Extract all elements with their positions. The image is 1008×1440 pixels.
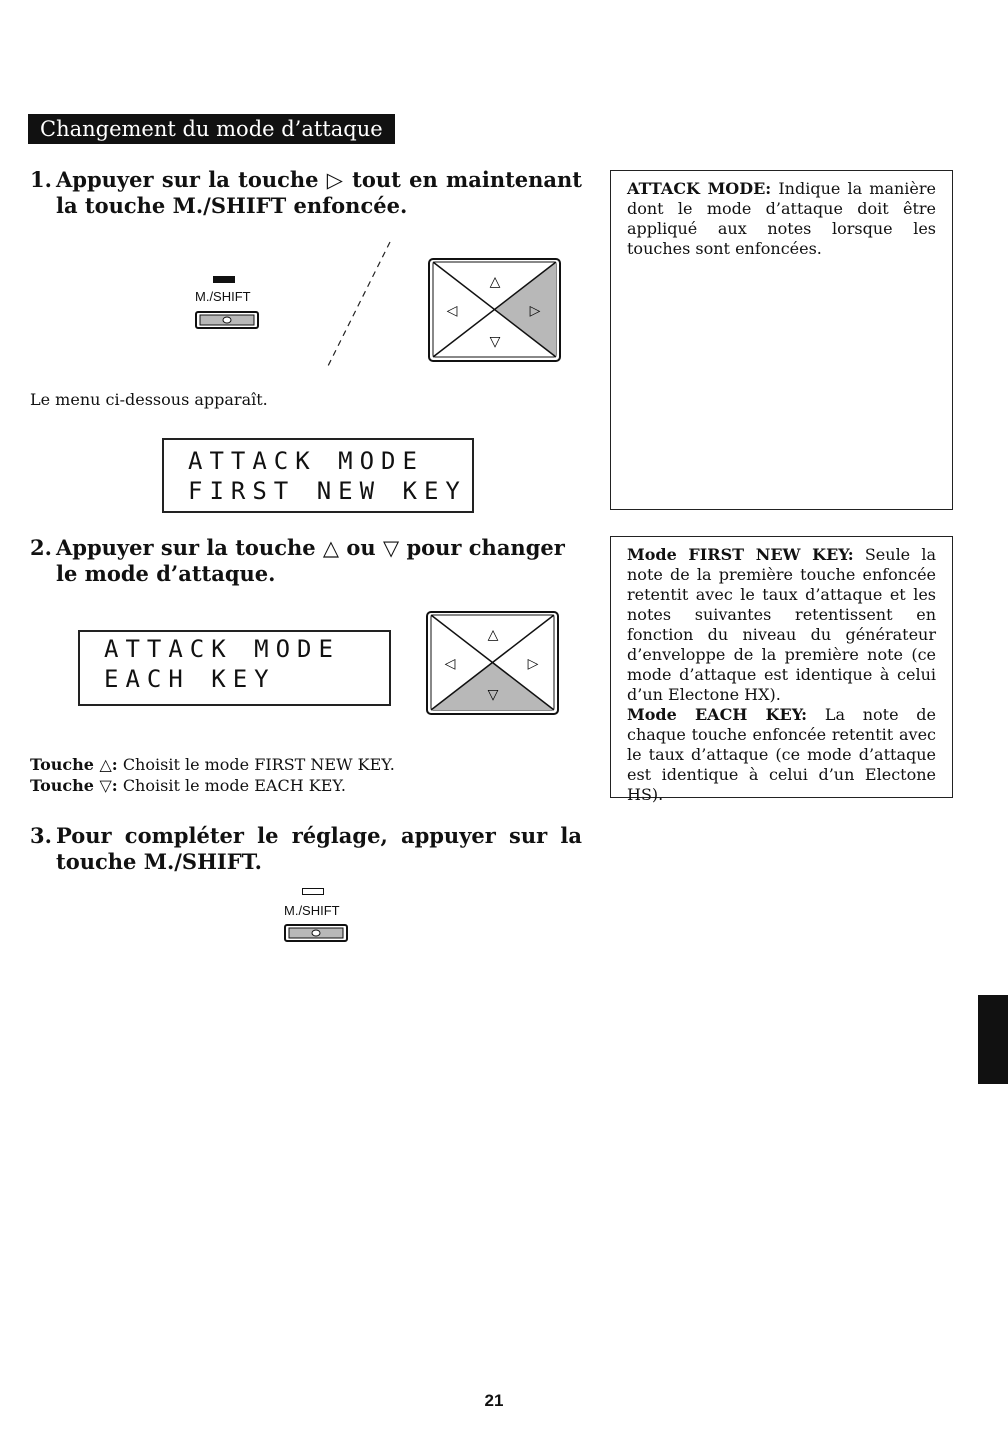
step-text: Appuyer sur la touche ▷ tout en maintenant la touche M./SHIFT enfoncée. [56,167,582,218]
key-label: Touche ▽: [30,776,118,795]
note-modes [610,536,953,804]
step-1 [30,167,582,219]
key-line-down [30,775,346,796]
button-label: M./SHIFT [195,289,251,304]
button-label: M./SHIFT [284,903,340,918]
note-text-first-new-key: Seule la note de la première touche enfoncée retentit avec le taux d’attaque et les notes suivantes retentissent en fonction du niveau du générateur d’enveloppe de la première note (ce mode d’attaque est identique à celui d’un Electone HX). [627,545,936,704]
note-text-each-key: La note de chaque touche enfoncée retentit avec le taux d’attaque (ce mode d’attaque est identique à celui d’un Electone HS). [627,705,936,804]
key-desc: Choisit le mode FIRST NEW KEY. [122,755,395,774]
key-line-up [30,754,395,775]
lcd-line-1: ATTACK MODE [104,635,340,663]
step-number: 1. [30,167,52,192]
lcd-display-1 [162,438,474,513]
step-2 [30,535,582,587]
mshift-button[interactable] [284,924,350,944]
note-term: ATTACK MODE: [627,179,772,198]
lcd-display-2 [78,630,391,706]
arrow-right-icon: ▷ [527,656,539,672]
step-3 [30,823,582,875]
led-indicator-on [213,276,235,283]
arrow-down-icon: ▽ [489,334,501,350]
note-attack-mode [610,170,953,510]
dpad-right-pressed[interactable] [428,258,562,363]
arrow-left-icon: ◁ [444,656,456,672]
mshift-button-group-3 [284,888,354,944]
menu-intro: Le menu ci-dessous apparaît. [30,390,268,409]
press-guide-line [320,240,400,370]
key-desc: Choisit le mode EACH KEY. [122,776,346,795]
note-term-each-key: Mode EACH KEY: [627,705,808,724]
arrow-left-icon: ◁ [446,303,458,319]
lcd-line-2: EACH KEY [104,665,276,693]
dpad-down-pressed[interactable] [426,611,560,716]
step-number: 3. [30,823,52,848]
step-number: 2. [30,535,52,560]
arrow-down-icon: ▽ [487,687,499,703]
thumb-tab-marker [978,995,1008,1084]
arrow-right-icon: ▷ [529,303,541,319]
mshift-button[interactable] [195,311,261,331]
note-text: Indique la manière dont le mode d’attaque doit être appliqué aux notes lorsque les touches sont enfoncées. [627,179,937,258]
arrow-up-icon: △ [489,274,501,290]
section-title: Changement du mode d’attaque [28,114,395,144]
step-text: Pour compléter le réglage, appuyer sur la touche M./SHIFT. [56,823,582,874]
lcd-line-2: FIRST NEW KEY [188,477,467,505]
arrow-up-icon: △ [487,627,499,643]
key-label: Touche △: [30,755,118,774]
led-indicator-off [302,888,324,895]
lcd-line-1: ATTACK MODE [188,447,424,475]
page-number: 21 [484,1391,504,1410]
mshift-button-group-1 [195,276,265,331]
step-text: Appuyer sur la touche △ ou ▽ pour changer le mode d’attaque. [56,535,565,586]
note-term-first-new-key: Mode FIRST NEW KEY: [627,545,854,564]
